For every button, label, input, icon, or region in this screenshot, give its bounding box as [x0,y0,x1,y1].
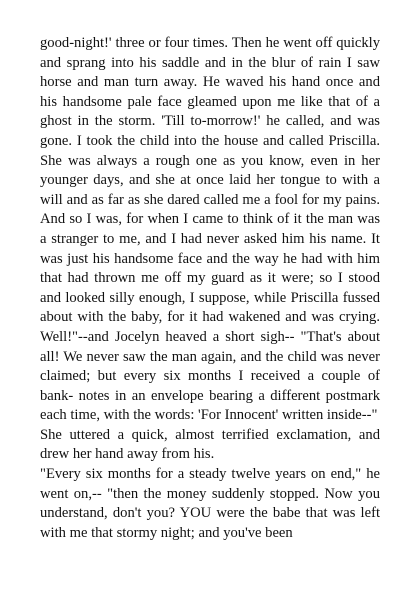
paragraph: "Every six months for a steady twelve years on end," he went on,-- "then the money suddenly stopped. Now you understand, don't you? YOU were the babe that was left with me that stormy night; and you've been [40,466,380,541]
paragraph: She uttered a quick, almost terrified exclamation, and drew her hand away from his. [40,426,380,463]
page-text [40,34,380,543]
paragraph: good-night!' three or four times. Then he went off quickly and sprang into his saddle and in the blur of rain I saw horse and man turn away. He waved his hand once and his handsome pale face gleamed upon me like that of a ghost in the storm. 'Till to-morrow!' he called, and was gone. I took the child into the house and called Priscilla. She was always a rough one as you know, even in her younger days, and she at once laid her tongue to with a will and as far as she dared called me a fool for my pains. And so I was, for when I came to think of it the man was a stranger to me, and I had never asked him his name. It was just his handsome face and the way he had with him that had thrown me off my guard as it were; so I stood and looked silly enough, I suppose, while Priscilla fussed about with the baby, for it had wakened and was crying. Well!"--and Jocelyn heaved a short sigh-- "That's about all! We never saw the man again, and the child was never claimed; but every six months I received a couple of bank- notes in an envelope bearing a different postmark each time, with the words: 'For Innocent' written inside--" [40,35,380,424]
